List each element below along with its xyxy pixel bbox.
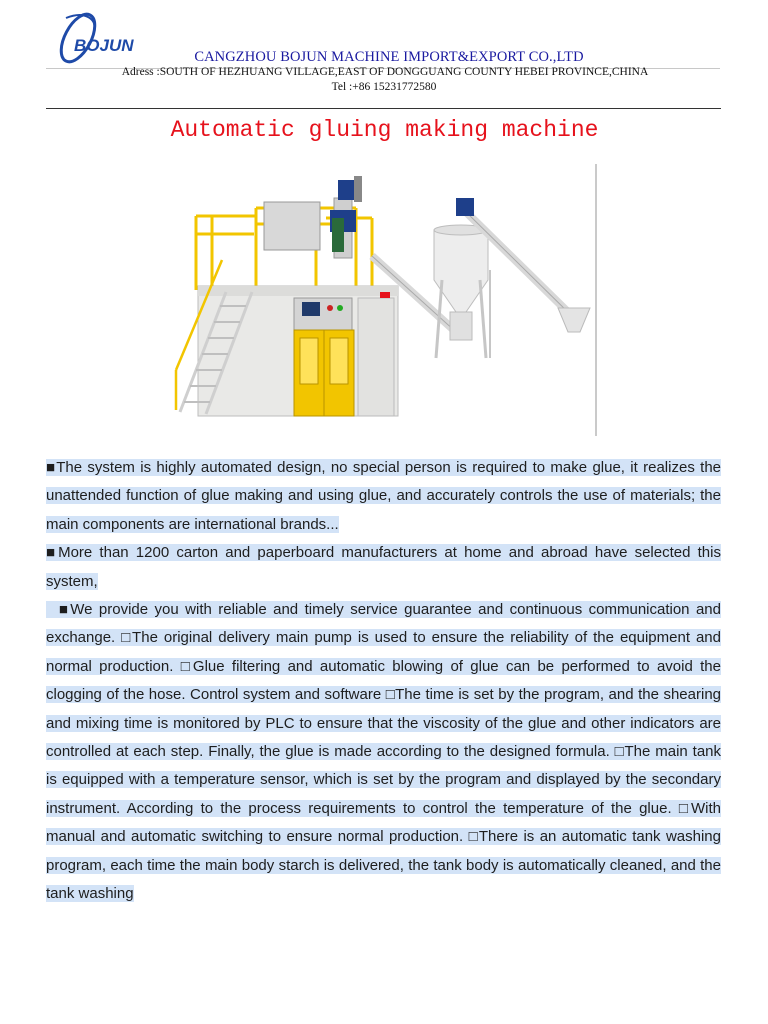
logo-text: BOJUN: [74, 36, 134, 55]
header-divider: [46, 108, 721, 109]
company-telephone: Tel :+86 15231772580: [331, 81, 437, 93]
machine-image: [166, 162, 600, 436]
paragraph-1: [46, 454, 721, 539]
paragraph-3: [46, 596, 721, 908]
page-title: Automatic gluing making machine: [170, 117, 599, 143]
company-address: Adress :SOUTH OF HEZHUANG VILLAGE,EAST OF DONGGUANG COUNTY HEBEI PROVINCE,CHINA: [121, 66, 649, 78]
paragraph-text: ■The system is highly automated design, no special person is required to make glue, it realizes the unattended function of glue making and using glue, and accurately controls the use of materials; the main components are international brands...: [46, 459, 721, 533]
paragraph-text: ■We provide you with reliable and timely service guarantee and continuous communication and exchange. □The original delivery main pump is used to ensure the reliability of the equipment and normal production. □Glue filtering and automatic blowing of glue can be performed to avoid the clogging of the hose. Control system and software □The time is set by the program, and the shearing and mixing time is monitored by PLC to ensure that the viscosity of the glue and other indicators are controlled at each step. Finally, the glue is made according to the designed formula. □The main tank is equipped with a temperature sensor, which is set by the program and displayed by the secondary instrument. According to the process requirements to control the temperature of the glue. □With manual and automatic switching to ensure normal production. □There is an automatic tank washing program, each time the main body starch is delivered, the tank body is automatically cleaned, and the tank washing: [46, 601, 721, 903]
body-text: [46, 454, 721, 909]
paragraph-2: [46, 539, 721, 596]
company-name: CANGZHOU BOJUN MACHINE IMPORT&EXPORT CO.,LTD: [194, 49, 584, 65]
paragraph-text: ■More than 1200 carton and paperboard manufacturers at home and abroad have selected this system,: [46, 544, 721, 590]
